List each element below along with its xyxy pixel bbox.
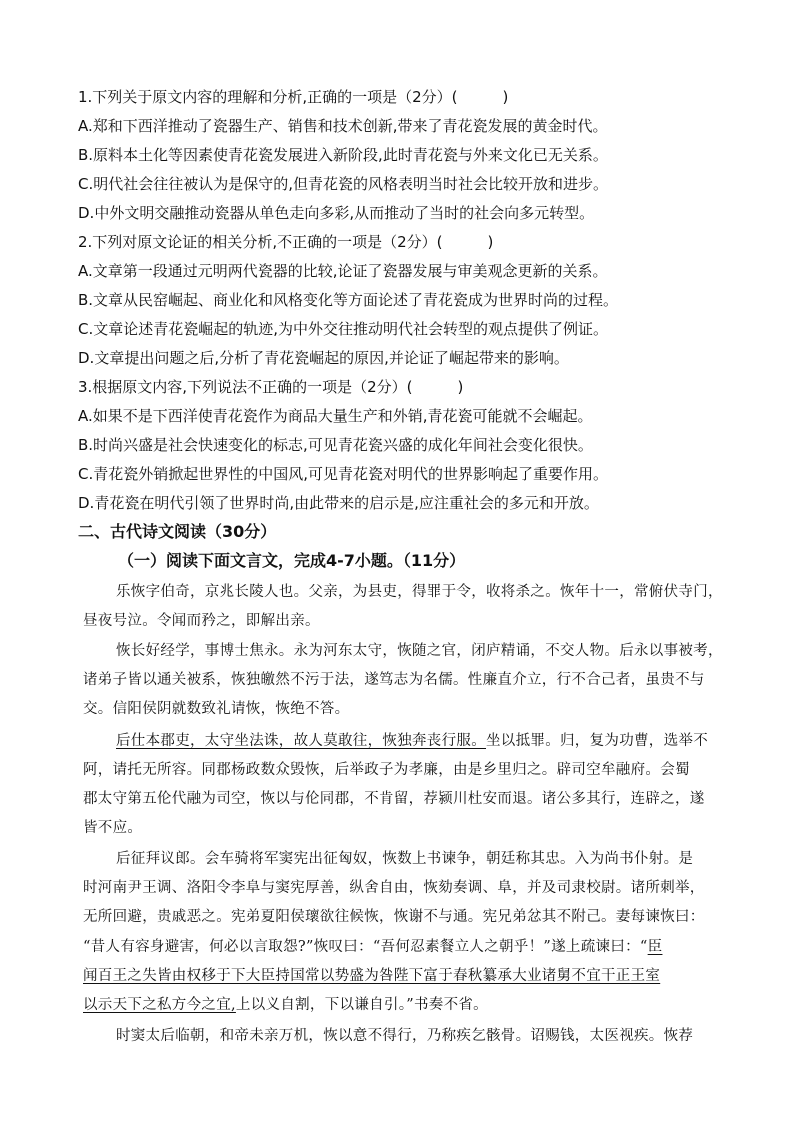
question-1-stem: 1.下列关于原文内容的理解和分析,正确的一项是（2分）( ): [78, 88, 509, 106]
passage-p3-line3: 郡太守第五伦代融为司空，恢以与伦同郡，不肯留，荐颍川杜安而退。诸公多其行，连辟之，遂: [83, 791, 705, 807]
question-3-stem: 3.根据原文内容,下列说法不正确的一项是（2分）( ): [78, 378, 464, 396]
passage-p4-line5: [83, 966, 660, 986]
question-1-option-d: D.中外文明交融推动瓷器从单色走向多彩,从而推动了当时的社会向多元转型。: [78, 204, 595, 222]
passage-p3-line1-rest: 坐以抵罪。归，复为功曹，选举不: [486, 733, 708, 749]
passage-p4-line4-text: “昔人有容身避害，何必以言取怨?”恢叹曰：“吾何忍素餐立人之朝乎！”遂上疏谏曰：“: [83, 939, 648, 955]
passage-p3-line4: 皆不应。: [83, 820, 143, 836]
passage-p4-line2: 时河南尹王调、洛阳令李阜与窦宪厚善，纵舍自由，恢劾奏调、阜，并及司隶校尉。诸所刺举，: [83, 880, 705, 896]
question-3-option-d: D.青花瓷在明代引领了世界时尚,由此带来的启示是,应注重社会的多元和开放。: [78, 494, 599, 512]
underlined-sentence-1: 后仕本郡吏，太守坐法诛，故人莫敢往，恢独奔丧行服。: [116, 733, 486, 749]
passage-p5-line1: 时窦太后临朝，和帝未亲万机，恢以意不得行，乃称疾乞骸骨。诏赐钱，太医视疾。恢荐: [116, 1028, 694, 1044]
question-1-option-b: B.原料本土化等因素使青花瓷发展进入新阶段,此时青花瓷与外来文化已无关系。: [78, 146, 608, 164]
underlined-sentence-2-middle: 闻百王之失皆由权移于下大臣持国常以势盛为咎陛下富于春秋纂承大业诸舅不宜干正王室: [83, 968, 661, 984]
question-2-option-c: C.文章论述青花瓷崛起的轨迹,为中外交往推动明代社会转型的观点提供了例证。: [78, 320, 609, 338]
question-2-option-a: A.文章第一段通过元明两代瓷器的比较,论证了瓷器发展与审美观念更新的关系。: [78, 262, 608, 280]
passage-p1-line1: 乐恢字伯奇，京兆长陵人也。父亲，为县吏，得罪于令，收将杀之。恢年十一，常俯伏寺门，: [116, 584, 723, 600]
question-1-option-a: A.郑和下西洋推动了瓷器生产、销售和技术创新,带来了青花瓷发展的黄金时代。: [78, 117, 608, 135]
underlined-sentence-2-end: 以示天下之私方今之宜,: [83, 997, 236, 1013]
passage-p2-line3: 交。信阳侯阴就数致礼请恢，恢绝不答。: [83, 701, 350, 717]
passage-p4-line1: 后征拜议郎。会车骑将军窦宪出征匈奴，恢数上书谏争，朝廷称其忠。入为尚书仆射。是: [116, 851, 694, 867]
question-3-option-c: C.青花瓷外销掀起世界性的中国风,可见青花瓷对明代的世界影响起了重要作用。: [78, 465, 609, 483]
passage-p2-line1: 恢长好经学，事博士焦永。永为河东太守，恢随之官，闭庐精诵，不交人物。后永以事被考，: [116, 643, 723, 659]
section-2-subtitle: （一）阅读下面文言文，完成4-7小题。（11分）: [118, 551, 466, 570]
passage-p1-line2: 昼夜号泣。令闻而矜之，即解出亲。: [83, 613, 320, 629]
passage-p4-line4: [83, 937, 662, 957]
question-2-option-d: D.文章提出问题之后,分析了青花瓷崛起的原因,并论证了崛起带来的影响。: [78, 349, 569, 367]
question-1-option-c: C.明代社会往往被认为是保守的,但青花瓷的风格表明当时社会比较开放和进步。: [78, 175, 609, 193]
passage-p4-line6-rest: 上以义自割，下以谦自引。”书奏不省。: [235, 997, 488, 1013]
passage-p3-line1: [116, 731, 708, 751]
passage-p4-line6: [83, 995, 488, 1015]
question-3-option-a: A.如果不是下西洋使青花瓷作为商品大量生产和外销,青花瓷可能就不会崛起。: [78, 407, 593, 425]
question-2-stem: 2.下列对原文论证的相关分析,不正确的一项是（2分）( ): [78, 233, 494, 251]
question-2-option-b: B.文章从民窑崛起、商业化和风格变化等方面论述了青花瓷成为世界时尚的过程。: [78, 291, 619, 309]
passage-p4-line3: 无所回避，贵戚恶之。宪弟夏阳侯瓌欲往候恢，恢谢不与通。宪兄弟忿其不附己。妻每谏恢曰：: [83, 909, 705, 925]
section-2-title: 二、古代诗文阅读（30分）: [78, 522, 277, 541]
underlined-sentence-2-start: 臣: [647, 939, 663, 955]
passage-p2-line2: 诸弟子皆以通关被系，恢独皦然不污于法，遂笃志为名儒。性廉直介立，行不合己者，虽贵不与: [83, 672, 705, 688]
passage-p3-line2: 阿，请托无所容。同郡杨政数众毁恢，后举政子为孝廉，由是乡里归之。辟司空牟融府。会蜀: [83, 762, 690, 778]
question-3-option-b: B.时尚兴盛是社会快速变化的标志,可见青花瓷兴盛的成化年间社会变化很快。: [78, 436, 593, 454]
